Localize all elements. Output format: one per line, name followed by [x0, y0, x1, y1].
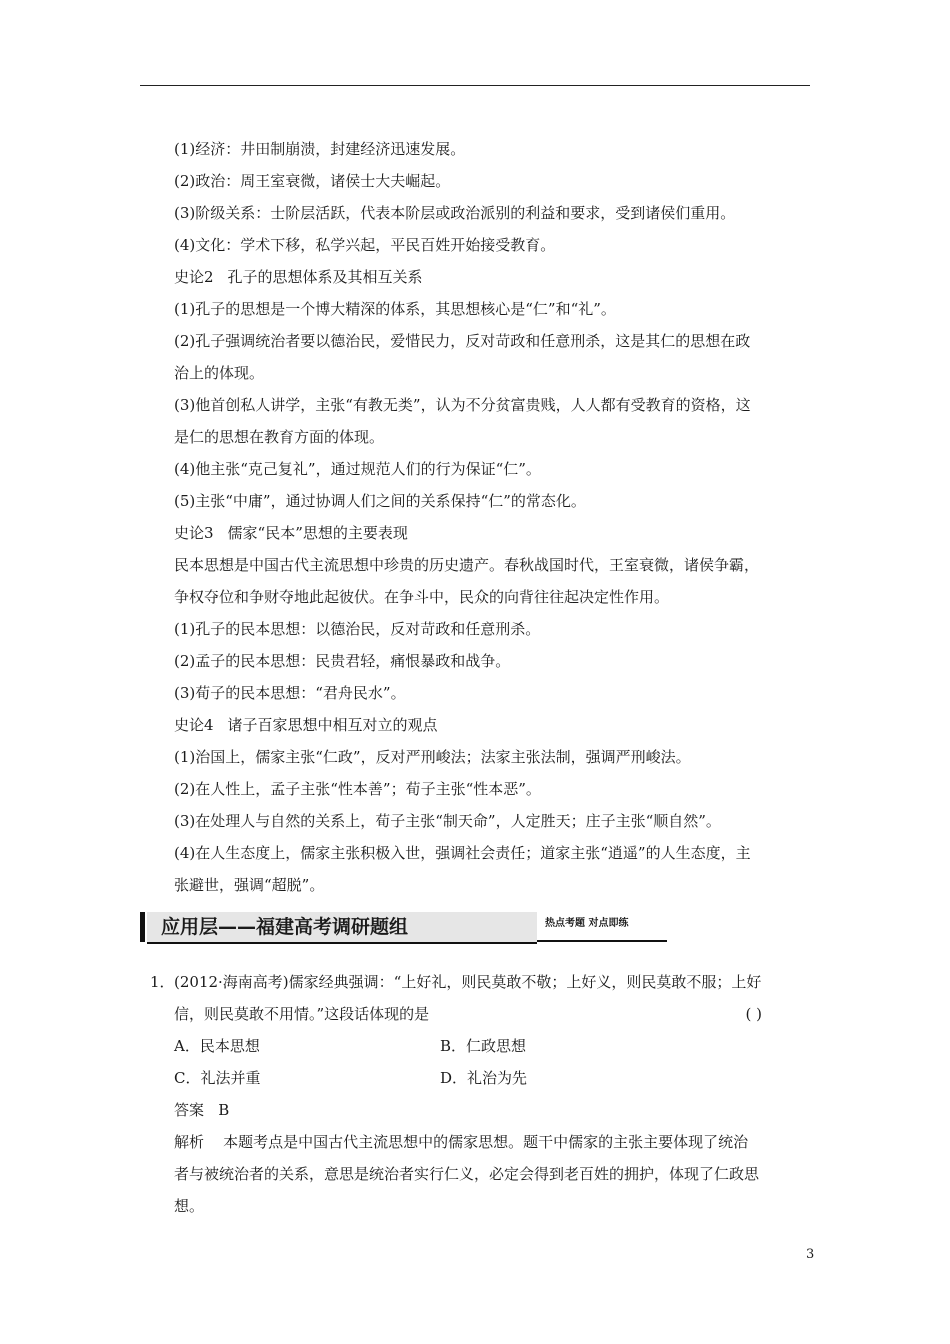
page-number: 3	[806, 1247, 815, 1262]
question-text: 信，则民莫敢不用情。”这段话体现的是	[174, 1005, 430, 1023]
text-line: (4)他主张“克己复礼”，通过规范人们的行为保证“仁”。	[174, 460, 541, 478]
text-line: (2)孟子的民本思想：民贵君轻，痛恨暴政和战争。	[174, 652, 511, 670]
text-line: (2)在人性上，孟子主张“性本善”；荀子主张“性本恶”。	[174, 780, 541, 798]
text-line: (3)阶级关系：士阶层活跃，代表本阶层或政治派别的利益和要求，受到诸侯们重用。	[174, 204, 736, 222]
text-line: (3)在处理人与自然的关系上，荀子主张“制天命”，人定胜天；庄子主张“顺自然”。	[174, 812, 721, 830]
text-line: 张避世，强调“超脱”。	[174, 876, 325, 894]
option-b: B．仁政思想	[440, 1037, 527, 1055]
section-heading	[174, 709, 814, 741]
text-line: (2)孔子强调统治者要以德治民，爱惜民力，反对苛政和任意刑杀，这是其仁的思想在政	[174, 332, 751, 350]
text-line: (1)孔子的思想是一个博大精深的体系，其思想核心是“仁”和“礼”。	[174, 300, 616, 318]
text-line: 争权夺位和争财夺地此起彼伏。在争斗中，民众的向背往往起决定性作用。	[174, 588, 670, 606]
option-c: C．礼法并重	[174, 1069, 261, 1087]
text-line: (1)经济：井田制崩溃，封建经济迅速发展。	[174, 140, 466, 158]
analysis-line: 者与被统治者的关系，意思是统治者实行仁义，必定会得到老百姓的拥护，体现了仁政思	[174, 1165, 760, 1183]
banner-title: 应用层——福建高考调研题组	[161, 916, 409, 938]
question-text: (2012·海南高考)儒家经典强调：“上好礼，则民莫敢不敬；上好义，则民莫敢不服；上好	[174, 973, 762, 991]
answer-blank: ( )	[745, 1005, 762, 1023]
question-block	[150, 966, 814, 1222]
banner-box	[147, 912, 537, 944]
section-heading	[174, 261, 814, 293]
section-banner	[140, 912, 810, 942]
banner-subtitle: 热点考题 对点即练	[545, 918, 629, 929]
text-line: (2)政治：周王室衰微，诸侯士大夫崛起。	[174, 172, 451, 190]
text-line: (1)治国上，儒家主张“仁政”，反对严刑峻法；法家主张法制，强调严刑峻法。	[174, 748, 691, 766]
question-line	[150, 998, 814, 1030]
text-line: (4)文化：学术下移，私学兴起，平民百姓开始接受教育。	[174, 236, 556, 254]
question-line	[150, 966, 814, 998]
body-text	[174, 133, 814, 901]
option-d: D．礼治为先	[440, 1069, 528, 1087]
section-title: 诸子百家思想中相互对立的观点	[227, 716, 438, 734]
banner-underline	[537, 940, 667, 942]
text-line: (5)主张“中庸”，通过协调人们之间的关系保持“仁”的常态化。	[174, 492, 586, 510]
section-title: 孔子的思想体系及其相互关系	[227, 268, 423, 286]
text-line: (4)在人生态度上，儒家主张积极入世，强调社会责任；道家主张“逍遥”的人生态度，主	[174, 844, 751, 862]
option-row	[150, 1030, 814, 1062]
section-title: 儒家“民本”思想的主要表现	[227, 524, 408, 542]
text-line: (1)孔子的民本思想：以德治民，反对苛政和任意刑杀。	[174, 620, 541, 638]
text-line: (3)他首创私人讲学，主张“有教无类”，认为不分贫富贵贱，人人都有受教育的资格，这	[174, 396, 751, 414]
option-row	[150, 1062, 814, 1094]
analysis-line: 想。	[174, 1197, 205, 1215]
banner-accent-bar	[140, 912, 145, 942]
analysis-line: 解析 本题考点是中国古代主流思想中的儒家思想。题干中儒家的主张主要体现了统治	[174, 1133, 749, 1151]
section-label: 史论2	[174, 268, 214, 286]
header-rule	[140, 85, 810, 86]
text-line: 民本思想是中国古代主流思想中珍贵的历史遗产。春秋战国时代，王室衰微，诸侯争霸，	[174, 556, 760, 574]
section-label: 史论4	[174, 716, 214, 734]
text-line: (3)荀子的民本思想：“君舟民水”。	[174, 684, 406, 702]
option-a: A．民本思想	[174, 1037, 260, 1055]
section-label: 史论3	[174, 524, 214, 542]
text-line: 是仁的思想在教育方面的体现。	[174, 428, 385, 446]
question-number: 1．	[150, 973, 175, 991]
text-line: 治上的体现。	[174, 364, 265, 382]
section-heading	[174, 517, 814, 549]
answer-line: 答案 B	[174, 1101, 230, 1119]
